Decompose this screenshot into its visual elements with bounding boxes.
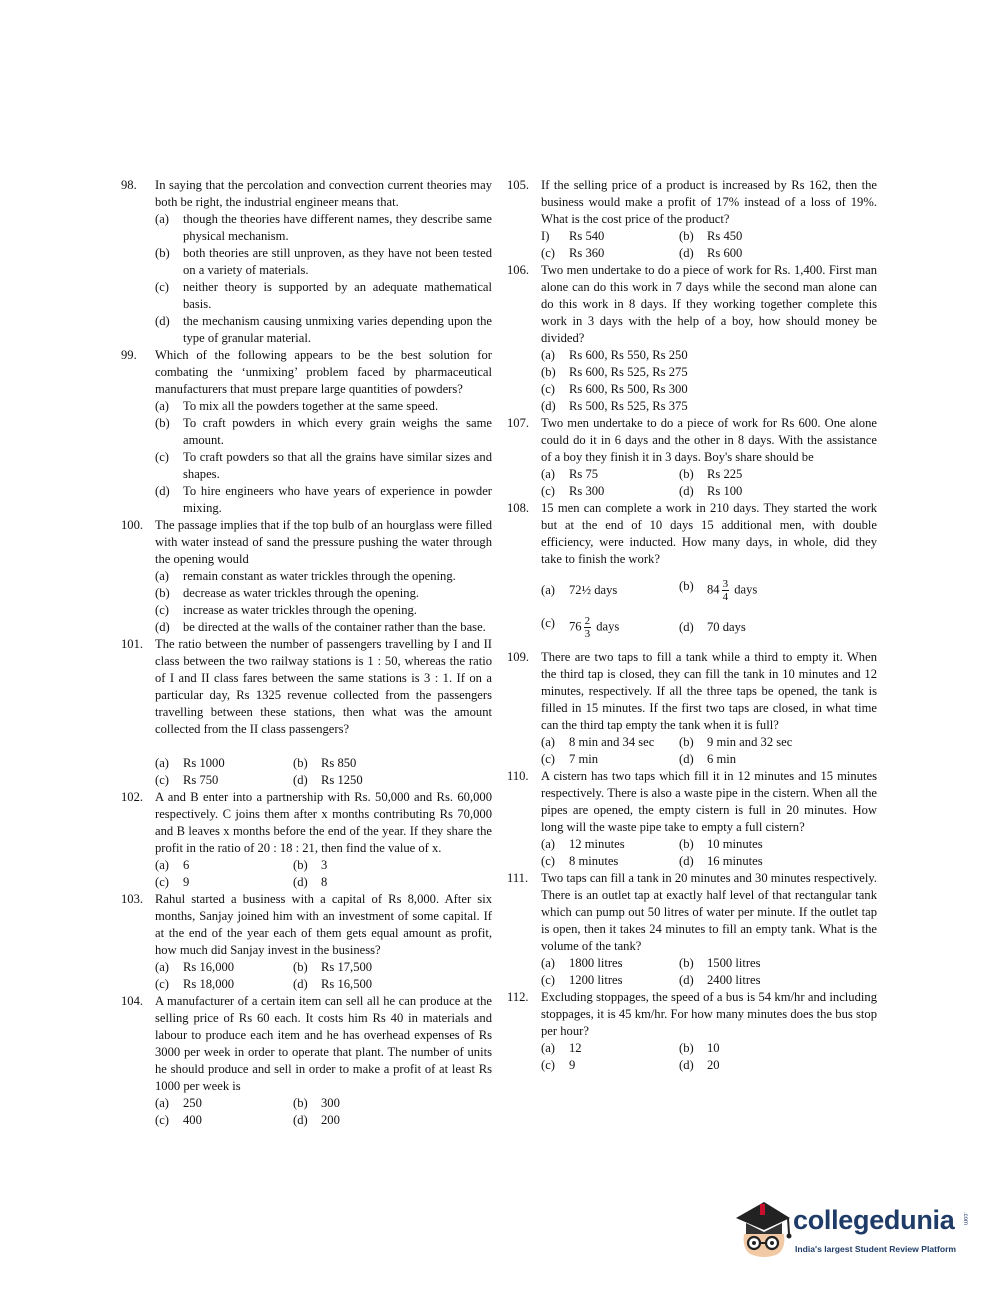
option-text: 12 minutes [569, 837, 625, 851]
question [507, 768, 877, 870]
option-label: (b) [679, 229, 694, 243]
option [541, 381, 877, 398]
option-text: 1800 litres [569, 956, 623, 970]
question [507, 415, 877, 500]
option-label: (d) [155, 620, 170, 634]
option [541, 972, 679, 989]
option-text: Rs 1250 [321, 773, 363, 787]
logo-wordmark: collegedunia [793, 1205, 955, 1235]
question [507, 870, 877, 989]
question-number: 99. [121, 348, 137, 362]
option [155, 772, 293, 789]
option-unit: days [734, 582, 758, 597]
option [679, 619, 877, 636]
option-label: (d) [679, 620, 694, 634]
option-label: (a) [155, 212, 169, 226]
option [541, 615, 679, 640]
option [679, 228, 877, 245]
option-text: Rs 600, Rs 525, Rs 275 [569, 365, 688, 379]
option [541, 751, 679, 768]
option [155, 755, 293, 772]
option-label: (c) [541, 382, 555, 396]
option-text: Rs 600 [707, 246, 743, 260]
option-label: I) [541, 229, 550, 243]
question-number: 106. [507, 263, 530, 277]
option [541, 245, 679, 262]
option-label: (b) [679, 735, 694, 749]
option-label: (c) [155, 1113, 169, 1127]
question [121, 636, 492, 789]
option [155, 568, 492, 585]
option-text: Rs 75 [569, 467, 599, 481]
option-label: (c) [541, 1058, 555, 1072]
option-label: (d) [293, 977, 308, 991]
option [541, 398, 877, 415]
option [293, 1095, 492, 1112]
option-text: 6 [183, 858, 190, 872]
option [541, 955, 679, 972]
option [541, 347, 877, 364]
option [155, 449, 492, 483]
question-stem: Two taps can fill a tank in 20 minutes and 30 minutes respectively. There is an outlet tap at exactly half level of that rectangular tank which can pump out 50 litres of water per minute. If the outlet tap is open, then it takes 24 minutes to fill an empty tank. What is the volume of the tank? [541, 871, 877, 953]
option-label: (a) [541, 348, 555, 362]
option-text: Rs 850 [321, 756, 357, 770]
option-text: 9 [569, 1058, 576, 1072]
option [541, 364, 877, 381]
option-label: (c) [541, 752, 555, 766]
option-text: To craft powders so that all the grains have similar sizes and shapes. [183, 450, 492, 481]
option-text: 300 [321, 1096, 340, 1110]
option-text: be directed at the walls of the container rather than the base. [183, 620, 486, 634]
option-label: (d) [679, 854, 694, 868]
option-label: (a) [155, 756, 169, 770]
option-label: (b) [679, 467, 694, 481]
option-label: (b) [541, 365, 556, 379]
option-text: Rs 18,000 [183, 977, 235, 991]
option-text: Rs 540 [569, 229, 605, 243]
option-label: (c) [541, 616, 555, 630]
option [541, 228, 679, 245]
option [293, 976, 492, 993]
option-text: 8 min and 34 sec [569, 735, 655, 749]
mascot-icon [734, 1196, 792, 1260]
option-text: Rs 600, Rs 500, Rs 300 [569, 382, 688, 396]
option-text: 10 minutes [707, 837, 763, 851]
option-text: Rs 450 [707, 229, 743, 243]
option [541, 836, 679, 853]
option-text: 8 minutes [569, 854, 619, 868]
option-text: To hire engineers who have years of experience in powder mixing. [183, 484, 492, 515]
logo-tagline: India's largest Student Review Platform [795, 1244, 957, 1254]
option-text: Rs 360 [569, 246, 605, 260]
option-label: (d) [679, 752, 694, 766]
option-grid [155, 755, 492, 789]
fraction-denominator: 4 [722, 591, 729, 603]
option-text: 2400 litres [707, 973, 761, 987]
option [293, 772, 492, 789]
fraction-numerator: 2 [584, 615, 591, 627]
option-text: Rs 500, Rs 525, Rs 375 [569, 399, 688, 413]
option [541, 1040, 679, 1057]
option-label: (b) [293, 1096, 308, 1110]
question-stem: The ratio between the number of passengers travelling by I and II class between the two railway stations is 1 : 50, whereas the ratio of I and II class fares between the same stations is 3 : 1. If on a particular day, Rs 1325 revenue collected from the passengers travelling between these stations, then what was the amount collected from the II class passengers? [155, 637, 492, 736]
option-label: (d) [293, 1113, 308, 1127]
option-text: remain constant as water trickles through the opening. [183, 569, 456, 583]
question-stem: 15 men can complete a work in 210 days. They started the work but at the end of 10 days 15 additional men, with double efficiency, were inducted. How many days, in whole, did they take to finish the work? [541, 501, 877, 566]
option [155, 245, 492, 279]
option [155, 211, 492, 245]
option [155, 619, 492, 636]
option [155, 279, 492, 313]
question [507, 262, 877, 415]
option-grid [541, 228, 877, 262]
option [155, 415, 492, 449]
option-grid [155, 1095, 492, 1129]
question-number: 112. [507, 990, 529, 1004]
question-number: 107. [507, 416, 530, 430]
option-label: (a) [155, 858, 169, 872]
option-label: (d) [541, 399, 556, 413]
option-text: 12 [569, 1041, 582, 1055]
option [679, 751, 877, 768]
question [121, 517, 492, 636]
option [541, 466, 679, 483]
question-number: 110. [507, 769, 529, 783]
option-label: (b) [679, 837, 694, 851]
option-row [541, 578, 877, 603]
question [507, 500, 877, 640]
option-text: the mechanism causing unmixing varies depending upon the type of granular material. [183, 314, 492, 345]
option-text: To craft powders in which every grain weighs the same amount. [183, 416, 492, 447]
option-label: (b) [293, 858, 308, 872]
option-text: 9 min and 32 sec [707, 735, 793, 749]
question-stem: A and B enter into a partnership with Rs. 50,000 and Rs. 60,000 respectively. C joins them after x months contributing Rs 70,000 and B leaves x months before the end of the year. If they share the profit in the ratio of 20 : 18 : 21, then find the value of x. [155, 790, 492, 855]
option-label: (a) [155, 399, 169, 413]
option-grid [155, 857, 492, 891]
question-number: 103. [121, 892, 144, 906]
question-stem: Which of the following appears to be the best solution for combating the ‘unmixing’ problem faced by pharmaceutical manufacturers that must prepare large quantities of powders? [155, 348, 492, 396]
option [541, 582, 679, 599]
option [679, 1040, 877, 1057]
logo-tld: .com [962, 1212, 968, 1226]
fraction [722, 578, 730, 603]
option [541, 853, 679, 870]
option-text: To mix all the powders together at the same speed. [183, 399, 439, 413]
question-stem: A manufacturer of a certain item can sell all he can produce at the selling price of Rs 60 each. It costs him Rs 40 in materials and labour to produce each item and he has overhead expenses of Rs 3000 per week in order to operate that plant. The number of units he should produce and sell in order to make a profit of at least Rs 1000 per week is [155, 994, 492, 1093]
option [679, 483, 877, 500]
option-label: (c) [155, 280, 169, 294]
option [155, 398, 492, 415]
option-row [541, 615, 877, 640]
question [121, 347, 492, 517]
option-grid [541, 1040, 877, 1074]
option-text: 72½ days [569, 583, 618, 597]
fraction [584, 615, 592, 640]
option [155, 874, 293, 891]
option-label: (d) [679, 973, 694, 987]
question-stem: Excluding stoppages, the speed of a bus is 54 km/hr and including stoppages, it is 45 km/hr. For how many minutes does the bus stop per hour? [541, 990, 877, 1038]
option-text: 70 days [707, 620, 746, 634]
option-text: 200 [321, 1113, 340, 1127]
option-unit: days [596, 619, 620, 634]
option-grid [541, 466, 877, 500]
option-label: (a) [155, 1096, 169, 1110]
option [293, 874, 492, 891]
question-stem: If the selling price of a product is increased by Rs 162, then the business would make a profit of 17% instead of a loss of 19%. What is the cost price of the product? [541, 178, 877, 226]
option-text: Rs 17,500 [321, 960, 373, 974]
option-text: Rs 600, Rs 550, Rs 250 [569, 348, 688, 362]
option-text: 7 min [569, 752, 599, 766]
option-label: (b) [679, 1041, 694, 1055]
option-text: decrease as water trickles through the opening. [183, 586, 420, 600]
question [507, 989, 877, 1074]
fraction-numerator: 3 [722, 578, 729, 590]
option-text: 16 minutes [707, 854, 763, 868]
option-label: (a) [155, 960, 169, 974]
option [293, 755, 492, 772]
option-label: (c) [155, 875, 169, 889]
option-text: 20 [707, 1058, 720, 1072]
option [679, 578, 877, 603]
option-label: (b) [155, 586, 170, 600]
option-label: (b) [155, 246, 170, 260]
option-label: (b) [293, 960, 308, 974]
option-label: (c) [155, 450, 169, 464]
option-label: (b) [679, 956, 694, 970]
option-label: (a) [541, 583, 555, 597]
option-text: Rs 1000 [183, 756, 225, 770]
question-stem: In saying that the percolation and convection current theories may both be right, the industrial engineer means that. [155, 178, 492, 209]
option-text: 8 [321, 875, 328, 889]
option [679, 1057, 877, 1074]
question-number: 108. [507, 501, 530, 515]
question [121, 177, 492, 347]
option-text: Rs 16,000 [183, 960, 235, 974]
option [679, 972, 877, 989]
option-text: Rs 225 [707, 467, 743, 481]
option-label: (c) [541, 484, 555, 498]
option [679, 853, 877, 870]
option [155, 585, 492, 602]
option-text: 250 [183, 1096, 202, 1110]
right-column [507, 177, 877, 1074]
option [679, 836, 877, 853]
question-number: 105. [507, 178, 530, 192]
option-label: (c) [541, 854, 555, 868]
option-label: (a) [541, 837, 555, 851]
option-label: (c) [155, 603, 169, 617]
question-number: 100. [121, 518, 144, 532]
option-text: 6 min [707, 752, 737, 766]
option-label: (d) [293, 875, 308, 889]
option-label: (d) [679, 246, 694, 260]
question-number: 104. [121, 994, 144, 1008]
option-label: (b) [679, 579, 694, 593]
option-label: (a) [541, 1041, 555, 1055]
fraction-denominator: 3 [584, 628, 591, 640]
option-label: (d) [155, 484, 170, 498]
option [679, 466, 877, 483]
option-label: (d) [293, 773, 308, 787]
option [541, 734, 679, 751]
question-number: 102. [121, 790, 144, 804]
question-stem: There are two taps to fill a tank while a third to empty it. When the third tap is closed, they can fill the tank in 10 minutes and 12 minutes, respectively. If all the three taps be opened, the tank is filled in 15 minutes. If the first two taps are closed, in what time can the third tap empty the tank when it is full? [541, 650, 877, 732]
option-label: (b) [293, 756, 308, 770]
question-number: 101. [121, 637, 144, 651]
option-text: Rs 16,500 [321, 977, 373, 991]
option-label: (c) [541, 246, 555, 260]
option-label: (a) [155, 569, 169, 583]
option [293, 1112, 492, 1129]
question [121, 891, 492, 993]
option-text: 10 [707, 1041, 720, 1055]
option-text: 1200 litres [569, 973, 623, 987]
question [507, 177, 877, 262]
option [541, 1057, 679, 1074]
question-number: 111. [507, 871, 529, 885]
option [155, 1095, 293, 1112]
question-number: 98. [121, 178, 137, 192]
question-stem: A cistern has two taps which fill it in 12 minutes and 15 minutes respectively. There is also a waste pipe in the cistern. When all the pipes are opened, the empty cistern is full in 20 minutes. How long will the waste pipe take to empty a full cistern? [541, 769, 877, 834]
left-column [121, 177, 492, 1129]
option-label: (c) [155, 773, 169, 787]
question [121, 993, 492, 1129]
option-text: neither theory is supported by an adequate mathematical basis. [183, 280, 492, 311]
option-text: increase as water trickles through the opening. [183, 603, 417, 617]
option [293, 857, 492, 874]
mixed-whole: 84 [707, 582, 720, 597]
option-text: both theories are still unproven, as they have not been tested on a variety of materials. [183, 246, 492, 277]
question-number: 109. [507, 650, 530, 664]
option-grid [541, 955, 877, 989]
option [155, 959, 293, 976]
option-grid [541, 734, 877, 768]
option [155, 313, 492, 347]
question-stem: Two men undertake to do a piece of work for Rs. 1,400. First man alone can do this work in 7 days while the second man alone can do this work in 8 days. If they working together complete this work in 3 days with the help of a boy, how should money be divided? [541, 263, 877, 345]
question-stem: Two men undertake to do a piece of work for Rs 600. One alone could do it in 6 days and the other in 8 days. With the assistance of a boy they finish it in 3 days. Boy's share should be [541, 416, 877, 464]
question [507, 649, 877, 768]
option-label: (d) [679, 1058, 694, 1072]
question-stem: Rahul started a business with a capital of Rs 8,000. After six months, Sanjay joined him with an investment of some capital. If at the end of the year each of them gets equal amount as profit, how much did Sanjay invest in the business? [155, 892, 492, 957]
option [155, 483, 492, 517]
option [679, 734, 877, 751]
option-text: Rs 300 [569, 484, 605, 498]
option [541, 483, 679, 500]
option-label: (c) [541, 973, 555, 987]
option-text: Rs 750 [183, 773, 219, 787]
option-label: (d) [155, 314, 170, 328]
option-grid [541, 836, 877, 870]
option-label: (d) [679, 484, 694, 498]
option-label: (a) [541, 467, 555, 481]
question-stem: The passage implies that if the top bulb of an hourglass were filled with water instead of sand the pressure pushing the water through the opening would [155, 518, 492, 566]
option [293, 959, 492, 976]
option [155, 1112, 293, 1129]
option [679, 245, 877, 262]
question [121, 789, 492, 891]
option-label: (a) [541, 735, 555, 749]
option [155, 976, 293, 993]
collegedunia-logo [734, 1196, 968, 1266]
option-label: (c) [155, 977, 169, 991]
option-grid [155, 959, 492, 993]
option [155, 602, 492, 619]
option-text: though the theories have different names, they describe same physical mechanism. [183, 212, 492, 243]
option-text: 3 [321, 858, 328, 872]
option [679, 955, 877, 972]
option-label: (b) [155, 416, 170, 430]
mixed-whole: 76 [569, 619, 582, 634]
option [155, 857, 293, 874]
option-text: 9 [183, 875, 190, 889]
option-text: Rs 100 [707, 484, 743, 498]
option-text: 1500 litres [707, 956, 761, 970]
option-label: (a) [541, 956, 555, 970]
option-text: 400 [183, 1113, 202, 1127]
